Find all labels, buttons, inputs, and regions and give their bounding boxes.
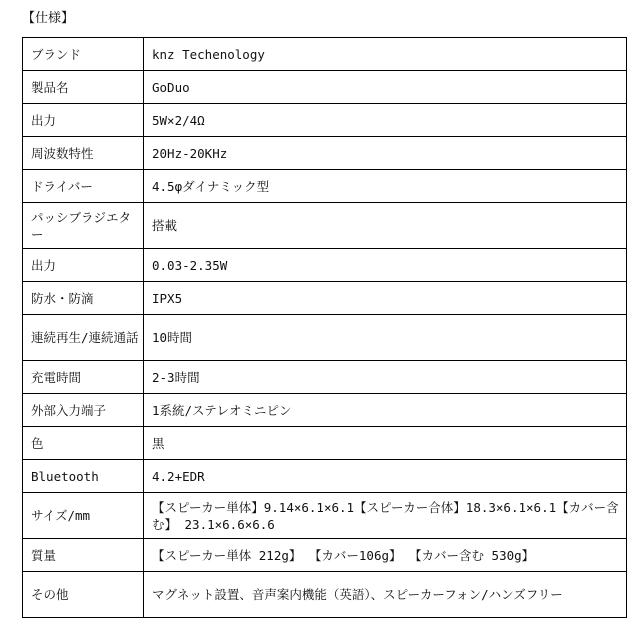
table-row (23, 427, 627, 460)
spec-value: knz Techenology (144, 38, 627, 71)
table-row (23, 394, 627, 427)
table-row (23, 249, 627, 282)
table-row (23, 539, 627, 572)
table-row (23, 282, 627, 315)
spec-value: 1系統/ステレオミニピン (144, 394, 627, 427)
spec-label: 質量 (23, 539, 144, 572)
spec-label: 出力 (23, 104, 144, 137)
spec-value: IPX5 (144, 282, 627, 315)
table-row (23, 460, 627, 493)
spec-label: 色 (23, 427, 144, 460)
spec-label: 連続再生/連続通話 (23, 315, 144, 361)
table-row (23, 203, 627, 249)
spec-label: 製品名 (23, 71, 144, 104)
spec-value: 10時間 (144, 315, 627, 361)
spec-heading: 【仕様】 (22, 11, 75, 26)
spec-label: ブランド (23, 38, 144, 71)
spec-table (22, 37, 627, 618)
spec-label: その他 (23, 572, 144, 618)
spec-label: ドライバー (23, 170, 144, 203)
spec-value: 【スピーカー単体 212g】 【カバー106g】 【カバー含む 530g】 (144, 539, 627, 572)
table-row (23, 572, 627, 618)
spec-value: 4.2+EDR (144, 460, 627, 493)
spec-value: GoDuo (144, 71, 627, 104)
spec-value: 5W×2/4Ω (144, 104, 627, 137)
table-row (23, 361, 627, 394)
spec-value: 【スピーカー単体】9.14×6.1×6.1【スピーカー合体】18.3×6.1×6.1【カバー含む】 23.1×6.6×6.6 (144, 493, 627, 539)
table-row (23, 38, 627, 71)
spec-value: 4.5φダイナミック型 (144, 170, 627, 203)
spec-label: パッシブラジエター (23, 203, 144, 249)
table-row (23, 71, 627, 104)
spec-label: Bluetooth (23, 460, 144, 493)
spec-label: 周波数特性 (23, 137, 144, 170)
spec-label: サイズ/mm (23, 493, 144, 539)
spec-label: 出力 (23, 249, 144, 282)
table-row (23, 104, 627, 137)
table-row (23, 315, 627, 361)
spec-value: 0.03-2.35W (144, 249, 627, 282)
spec-value: 黒 (144, 427, 627, 460)
table-row (23, 170, 627, 203)
spec-label: 充電時間 (23, 361, 144, 394)
table-row (23, 493, 627, 539)
spec-label: 外部入力端子 (23, 394, 144, 427)
spec-label: 防水・防滴 (23, 282, 144, 315)
table-row (23, 137, 627, 170)
spec-value: 20Hz-20KHz (144, 137, 627, 170)
spec-value: 搭載 (144, 203, 627, 249)
spec-value: マグネット設置、音声案内機能（英語）、スピーカーフォン/ハンズフリー (144, 572, 627, 618)
spec-value: 2-3時間 (144, 361, 627, 394)
